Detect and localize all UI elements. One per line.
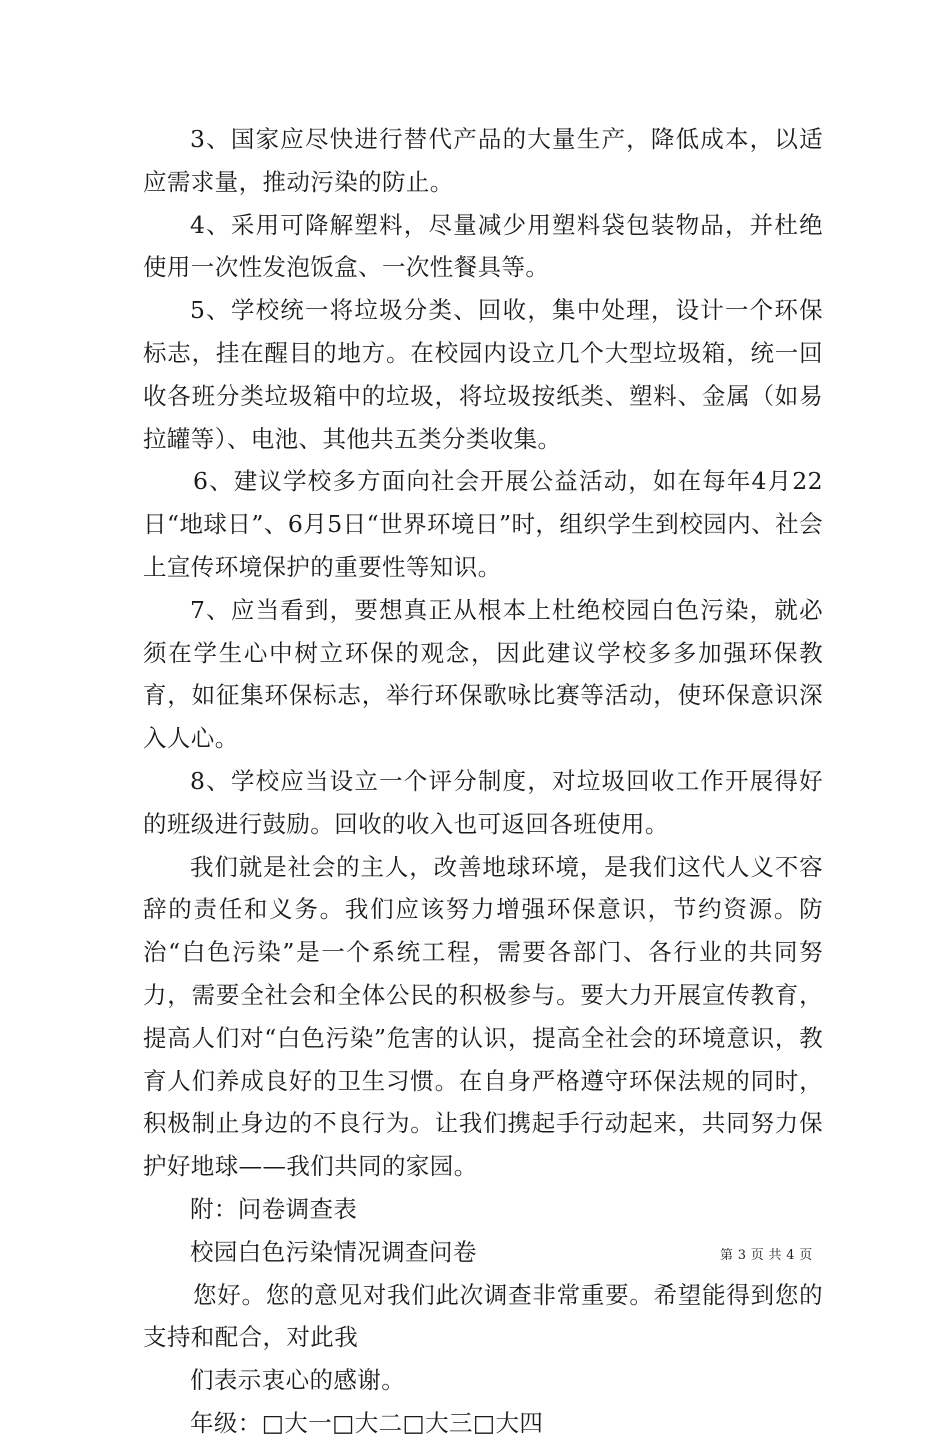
paragraph-item-8: 8、学校应当设立一个评分制度，对垃圾回收工作开展得好的班级进行鼓励。回收的收入也可返回各班使用。 <box>143 766 823 838</box>
paragraph-item-7: 7、应当看到，要想真正从根本上杜绝校园白色污染，就必须在学生心中树立环保的观念，因此建议学校多多加强环保教育，如征集环保标志，举行环保歌咏比赛等活动，使环保意识深入人心。 <box>143 595 823 753</box>
page-number-footer: 第 3 页 共 4 页 <box>720 1248 813 1263</box>
grade-question: 年级：□大一□大二□大三□大四 <box>190 1408 544 1437</box>
appendix-label: 附：问卷调查表 <box>190 1194 358 1223</box>
survey-greeting: 您好。您的意见对我们此次调查非常重要。希望能得到您的支持和配合，对此我 <box>143 1280 823 1352</box>
paragraph-item-6: 6、建议学校多方面向社会开展公益活动，如在每年4月22日“地球日”、6月5日“世界环境日”时，组织学生到校园内、社会上宣传环境保护的重要性等知识。 <box>143 467 823 581</box>
paragraph-item-5: 5、学校统一将垃圾分类、回收，集中处理，设计一个环保标志，挂在醒目的地方。在校园内设立几个大型垃圾箱，统一回收各班分类垃圾箱中的垃圾，将垃圾按纸类、塑料、金属（如易拉罐等）、电池、其他共五类分类收集。 <box>143 296 823 453</box>
survey-title: 校园白色污染情况调查问卷 <box>190 1237 477 1266</box>
paragraph-item-3: 3、国家应尽快进行替代产品的大量生产，降低成本，以适应需求量，推动污染的防止。 <box>143 125 823 196</box>
conclusion-paragraph: 我们就是社会的主人，改善地球环境，是我们这代人义不容辞的责任和义务。我们应该努力增强环保意识，节约资源。防治“白色污染”是一个系统工程，需要各部门、各行业的共同努力，需要全社会和全体公民的积极参与。要大力开展宣传教育，提高人们对“白色污染”危害的认识，提高全社会的环境意识，教育人们养成良好的卫生习惯。在自身严格遵守环保法规的同时，积极制止身边的不良行为。让我们携起手行动起来，共同努力保护好地球——我们共同的家园。 <box>143 852 823 1181</box>
paragraph-item-4: 4、采用可降解塑料，尽量减少用塑料袋包装物品，并杜绝使用一次性发泡饭盒、一次性餐具等。 <box>143 210 823 282</box>
survey-thanks: 们表示衷心的感谢。 <box>190 1366 406 1395</box>
